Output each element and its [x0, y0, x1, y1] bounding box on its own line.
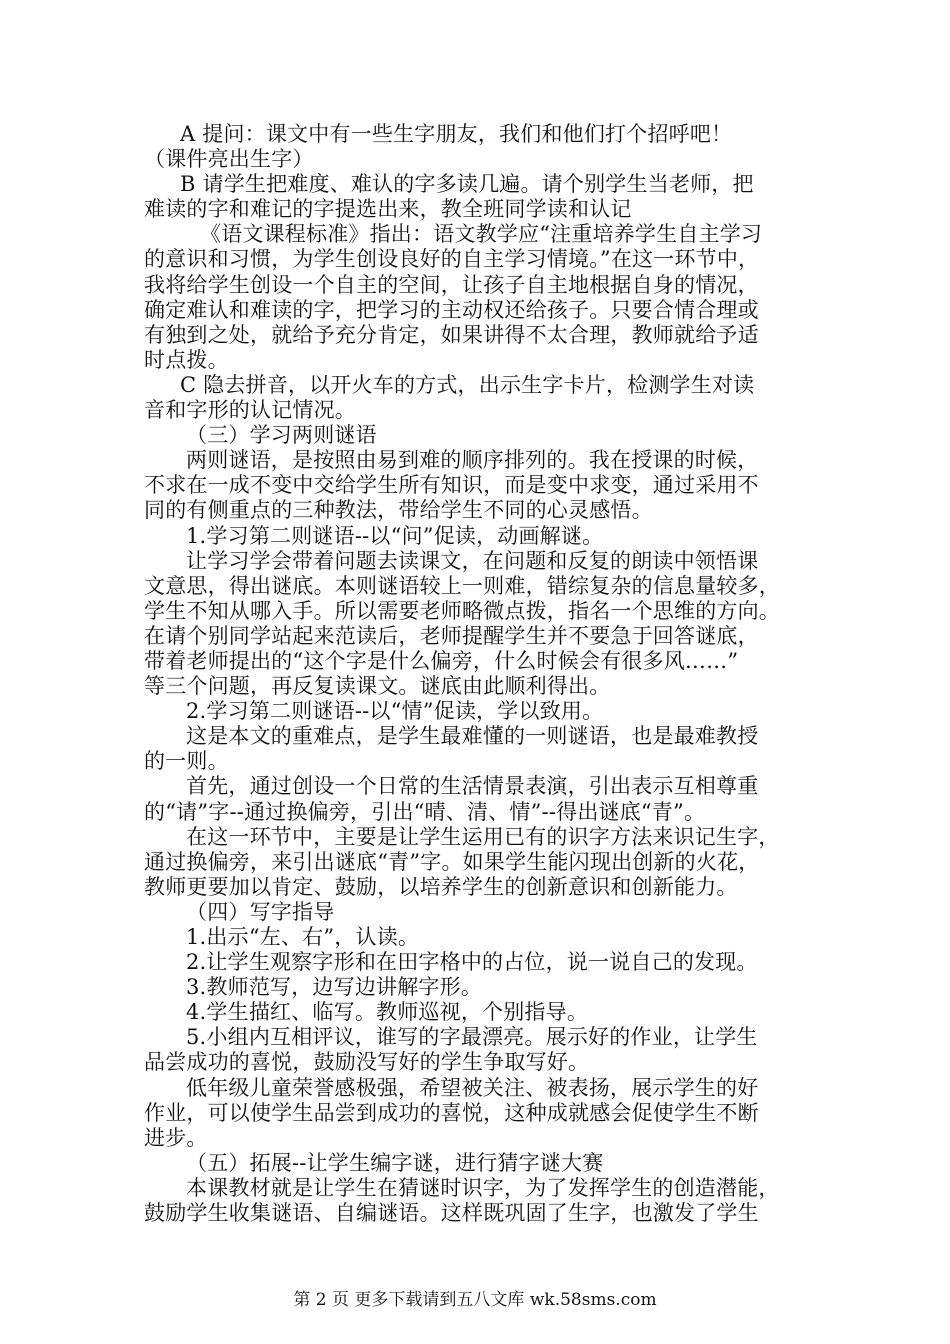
text-line: 鼓励学生收集谜语、自编谜语。这样既巩固了生字，也激发了学生 — [144, 1201, 759, 1226]
text-line: 的意识和习惯，为学生创设良好的自主学习情境。”在这一环节中， — [144, 247, 760, 272]
text-line: 我将给学生创设一个自主的空间，让孩子自主地根据自身的情况， — [144, 272, 759, 297]
text-line: 作业，可以使学生品尝到成功的喜悦，这种成就感会促使学生不断 — [144, 1100, 759, 1125]
text-line: 让学习学会带着问题去读课文，在问题和反复的朗读中领悟课 — [186, 548, 759, 573]
text-line: 确定难认和难读的字，把学习的主动权还给孩子。只要合情合理或 — [144, 297, 759, 322]
text-line: 2.学习第二则谜语--以“情”促读，学以致用。 — [186, 699, 604, 724]
text-line: 《语文课程标准》指出：语文教学应“注重培养学生自主学习 — [200, 222, 763, 247]
text-line: 难读的字和难记的字提选出来，教全班同学读和认记 — [144, 197, 632, 222]
text-line: 等三个问题，再反复读课文。谜底由此顺利得出。 — [144, 674, 611, 699]
text-line: 3.教师范写，边写边讲解字形。 — [186, 975, 483, 1000]
text-line: 学生不知从哪入手。所以需要老师略微点拨，指名一个思维的方向。 — [144, 598, 780, 623]
section-heading: （五）拓展--让学生编字谜，进行猜字谜大赛 — [186, 1150, 604, 1175]
text-line: 的“请”字--通过换偏旁，引出“晴、清、情”--得出谜底“青”。 — [144, 799, 706, 824]
text-line: 2.让学生观察字形和在田字格中的占位，说一说自己的发现。 — [186, 950, 758, 975]
text-line: 的一则。 — [144, 749, 229, 774]
text-line: 本课教材就是让学生在猜谜时识字，为了发挥学生的创造潜能， — [186, 1175, 780, 1200]
text-line: 两则谜语，是按照由易到难的顺序排列的。我在授课的时候， — [186, 448, 759, 473]
section-heading: （四）写字指导 — [186, 899, 335, 924]
text-line: C 隐去拼音，以开火车的方式，出示生字卡片，检测学生对读 — [180, 372, 755, 397]
section-heading: （三）学习两则谜语 — [186, 423, 377, 448]
text-line: 1.出示“左、右”，认读。 — [186, 925, 420, 949]
text-line: （课件亮出生字） — [144, 147, 314, 172]
text-line: 进步。 — [144, 1125, 208, 1150]
text-line: B 请学生把难度、难认的字多读几遍。请个别学生当老师，把 — [180, 172, 754, 197]
text-line: 品尝成功的喜悦，鼓励没写好的学生争取写好。 — [144, 1050, 590, 1075]
text-line: 在请个别同学站起来范读后，老师提醒学生并不要急于回答谜底， — [144, 623, 759, 648]
text-line: 教师更要加以肯定、鼓励，以培养学生的创新意识和创新能力。 — [144, 874, 738, 899]
text-line: 通过换偏旁，来引出谜底“青”字。如果学生能闪现出创新的火花， — [144, 849, 760, 874]
text-line: 音和字形的认记情况。 — [144, 398, 356, 423]
text-line: 不求在一成不变中交给学生所有知识，而是变中求变，通过采用不 — [144, 473, 759, 498]
text-line: 4.学生描红、临写。教师巡视，个别指导。 — [186, 1000, 589, 1025]
page-footer: 第 2 页 更多下载请到五八文库 wk.58sms.com — [293, 1290, 657, 1310]
text-line: 有独到之处，就给予充分肯定，如果讲得不太合理，教师就给予适 — [144, 322, 759, 347]
text-line: 首先，通过创设一个日常的生活情景表演，引出表示互相尊重 — [186, 774, 759, 799]
text-line: 5.小组内互相评议，谁写的字最漂亮。展示好的作业，让学生 — [186, 1025, 758, 1050]
text-line: 时点拨。 — [144, 347, 229, 372]
text-line: 低年级儿童荣誉感极强，希望被关注、被表扬，展示学生的好 — [186, 1075, 759, 1100]
text-line: 这是本文的重难点，是学生最难懂的一则谜语，也是最难教授 — [186, 724, 759, 749]
text-line: A 提问：课文中有一些生字朋友，我们和他们打个招呼吧！ — [180, 122, 733, 146]
text-line: 文意思，得出谜底。本则谜语较上一则难，错综复杂的信息量较多， — [144, 573, 780, 598]
text-line: 在这一环节中，主要是让学生运用已有的识字方法来识记生字， — [186, 824, 780, 849]
document-body — [144, 122, 810, 1226]
text-line: 同的有侧重点的三种教法，带给学生不同的心灵感悟。 — [144, 498, 653, 523]
text-line: 带着老师提出的“这个字是什么偏旁，什么时候会有很多风……” — [144, 648, 739, 673]
text-line: 1.学习第二则谜语--以“问”促读，动画解谜。 — [186, 523, 604, 548]
